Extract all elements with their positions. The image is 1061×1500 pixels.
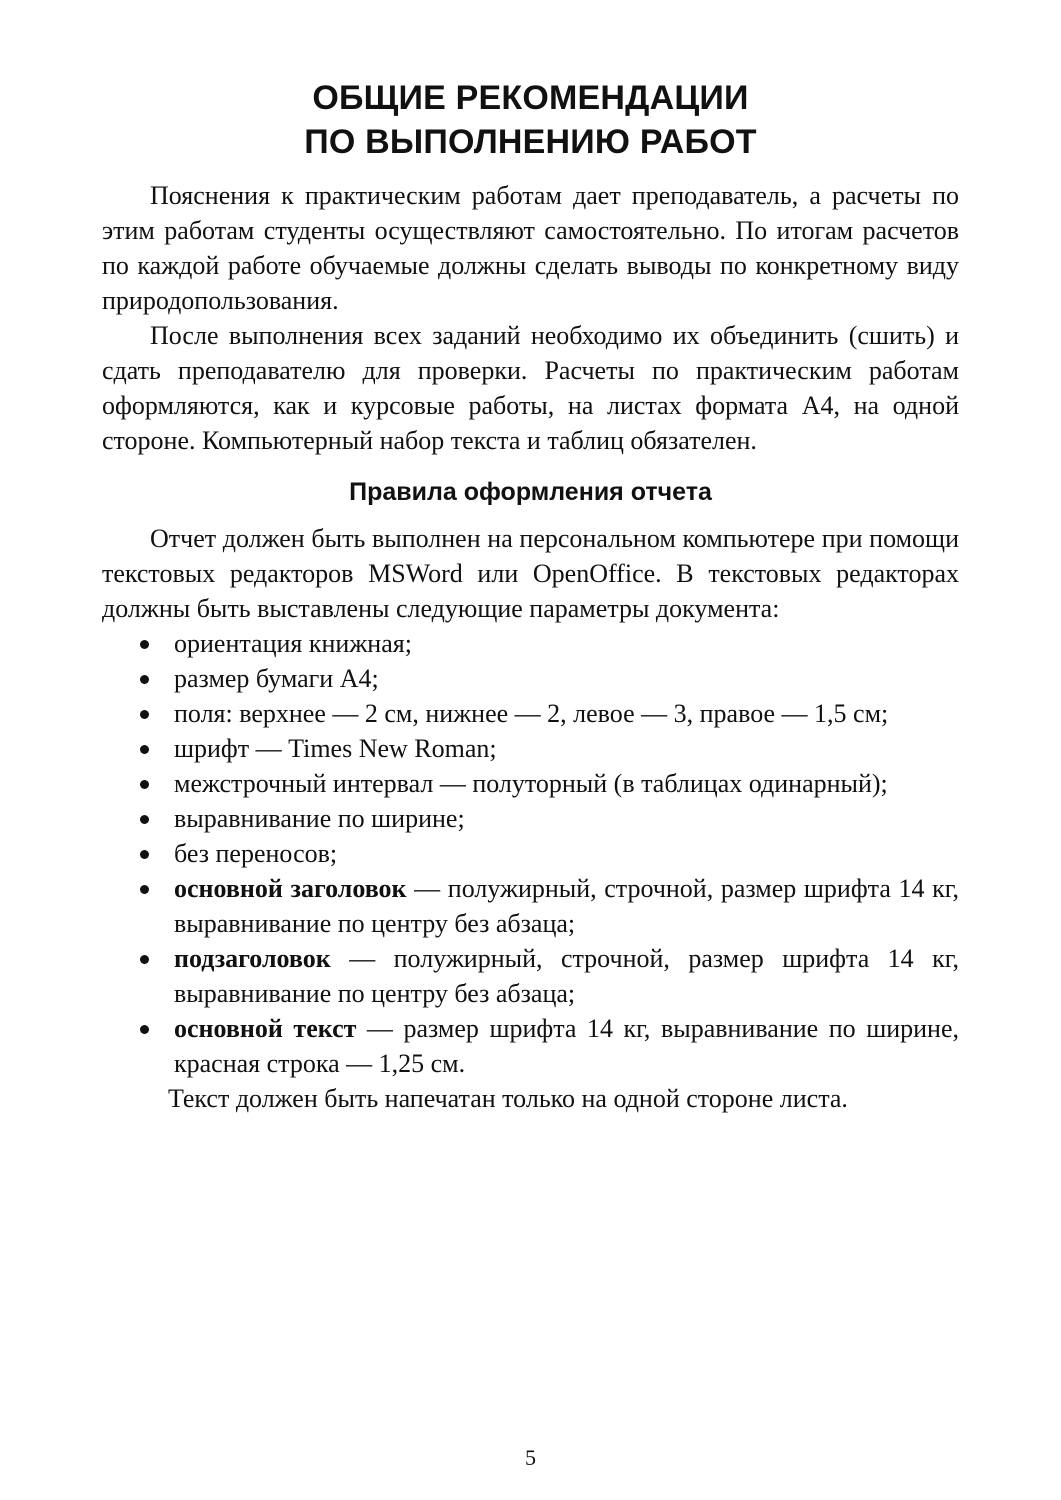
page-number: 5: [525, 1445, 536, 1470]
bullet-icon: [140, 1025, 149, 1034]
list-item: без переносов;: [102, 836, 959, 871]
formatting-rules-list: [102, 626, 959, 1081]
intro-paragraph-1: Пояснения к практическим работам дает преподаватель, а расчеты по этим работам студенты осуществляют самостоятельно. По итогам расчетов по каждой работе обучаемые должны сделать выводы по конкретному виду природопользования.: [102, 181, 959, 315]
section-heading: Правила оформления отчета: [349, 478, 712, 506]
list-item: основной заголовок — полужирный, строчной, размер шрифта 14 кг, выравнивание по центру без абзаца;: [102, 871, 959, 941]
page-title: [100, 76, 961, 164]
intro-paragraph-2: После выполнения всех заданий необходимо их объединить (сшить) и сдать преподавателю для проверки. Расчеты по практическим работам оформляются, как и курсовые работы, на листах формата А4, на одной стороне. Компьютерный набор текста и таблиц обязателен.: [102, 321, 959, 455]
list-item: поля: верхнее — 2 см, нижнее — 2, левое — 3, правое — 1,5 см;: [102, 696, 959, 731]
list-item: основной текст — размер шрифта 14 кг, выравнивание по ширине, красная строка — 1,25 см.: [102, 1011, 959, 1081]
list-item: шрифт — Times New Roman;: [102, 731, 959, 766]
document-body: [102, 178, 959, 1116]
bullet-icon: [140, 675, 149, 684]
list-item: выравнивание по ширине;: [102, 801, 959, 836]
page-title-line-2: ПО ВЫПОЛНЕНИЮ РАБОТ: [304, 123, 757, 161]
bullet-icon: [140, 710, 149, 719]
bullet-icon: [140, 780, 149, 789]
bullet-icon: [140, 640, 149, 649]
list-item: размер бумаги А4;: [102, 661, 959, 696]
bullet-icon: [140, 850, 149, 859]
bullet-icon: [140, 815, 149, 824]
page-title-line-1: ОБЩИЕ РЕКОМЕНДАЦИИ: [312, 79, 749, 117]
bullet-icon: [140, 955, 149, 964]
bullet-icon: [140, 885, 149, 894]
rules-intro-paragraph: Отчет должен быть выполнен на персональном компьютере при помощи текстовых редакторов MSWord или OpenOffice. В текстовых редакторах должны быть выставлены следующие параметры документа:: [102, 524, 959, 623]
list-item: межстрочный интервал — полуторный (в таблицах одинарный);: [102, 766, 959, 801]
closing-paragraph: Текст должен быть напечатан только на одной стороне листа.: [168, 1084, 848, 1113]
list-item: ориентация книжная;: [102, 626, 959, 661]
list-item: подзаголовок — полужирный, строчной, размер шрифта 14 кг, выравнивание по центру без абзаца;: [102, 941, 959, 1011]
bullet-icon: [140, 745, 149, 754]
